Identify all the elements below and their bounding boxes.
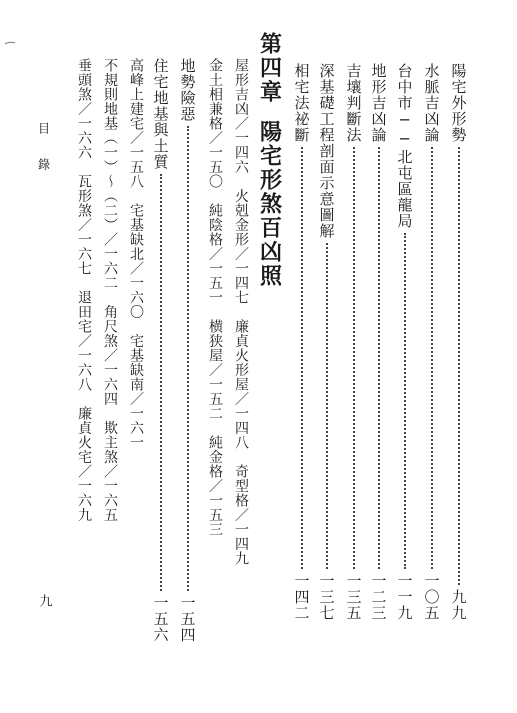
toc-entry-title: 地勢險惡	[178, 58, 197, 122]
sub-line	[98, 0, 122, 713]
toc-entry-title: 水脈吉凶論	[422, 63, 441, 143]
sub-line	[124, 0, 148, 713]
sub-line-text: 不規則地基（一）～（二）／一六二 角尺煞／一六四 欺主煞／一六五	[102, 58, 118, 522]
toc-entry[interactable]	[149, 0, 173, 713]
leader-dots	[431, 147, 433, 569]
toc-entry-title: 陽宅外形勢	[449, 63, 468, 143]
toc-entry[interactable]	[367, 0, 391, 713]
toc-entry-page: 一三七	[317, 573, 336, 621]
leader-dots	[301, 147, 303, 569]
chapter-title: 陽宅形煞百凶照	[256, 120, 282, 288]
toc-entry[interactable]	[342, 0, 366, 713]
section-label: 目 錄	[36, 122, 51, 176]
toc-entry[interactable]	[447, 0, 471, 713]
chapter-line	[229, 0, 253, 713]
toc-entry[interactable]	[315, 0, 339, 713]
chapter-line-text: 屋形吉凶／一四六 火剋金形／一四七 廉貞火形屋／一四八 奇型格／一四九	[233, 58, 249, 566]
toc-entry-page: 一〇五	[422, 573, 441, 621]
chapter-line	[203, 0, 227, 713]
toc-entry-title: 深基礎工程剖面示意圖解	[317, 63, 336, 239]
leader-dots	[326, 243, 328, 569]
side-label	[36, 0, 52, 713]
leader-dots	[187, 126, 189, 591]
sub-line-text: 垂頭煞／一六六 瓦形煞／一六七 退田宅／一六八 廉貞火宅／一六九	[76, 58, 92, 522]
leader-dots	[378, 147, 380, 569]
sub-line-text: 高峰上建宅／一五八 宅基缺北／一六〇 宅基缺南／一六一	[128, 58, 144, 450]
toc-entry-page: 一二三	[369, 573, 388, 621]
toc-entry[interactable]	[393, 0, 417, 713]
chapter-heading[interactable]	[254, 0, 284, 713]
toc-entry-title: 吉壤判斷法	[344, 63, 363, 143]
chapter-number: 第四章	[256, 32, 282, 104]
toc-entry-page: 一一九	[395, 573, 414, 621]
chapter-line-text: 金土相兼格／一五〇 純陰格／一五一 横狭屋／一五二 純金格／一五三	[207, 58, 223, 537]
toc-entry[interactable]	[176, 0, 200, 713]
sub-line	[72, 0, 96, 713]
toc-entry-page: 一三五	[344, 573, 363, 621]
page-number: 九	[36, 594, 52, 613]
leader-dots	[458, 147, 460, 585]
toc-entry-page: 九九	[449, 589, 468, 621]
toc-entry-page: 一四二	[292, 573, 311, 621]
toc-entry-title: 相宅法祕斷	[292, 63, 311, 143]
toc-entry[interactable]	[420, 0, 444, 713]
toc-entry-title: 地形吉凶論	[369, 63, 388, 143]
toc-entry-page: 一五六	[151, 595, 170, 643]
toc-entry[interactable]	[290, 0, 314, 713]
leader-dots	[160, 174, 162, 591]
ink-mark	[4, 40, 16, 46]
leader-dots	[404, 233, 406, 569]
leader-dots	[353, 147, 355, 569]
toc-entry-title: 住宅地基與土質	[151, 58, 170, 170]
toc-entry-page: 一五四	[178, 595, 197, 643]
toc-entry-title: 台中市──北屯區龍局	[395, 63, 414, 229]
